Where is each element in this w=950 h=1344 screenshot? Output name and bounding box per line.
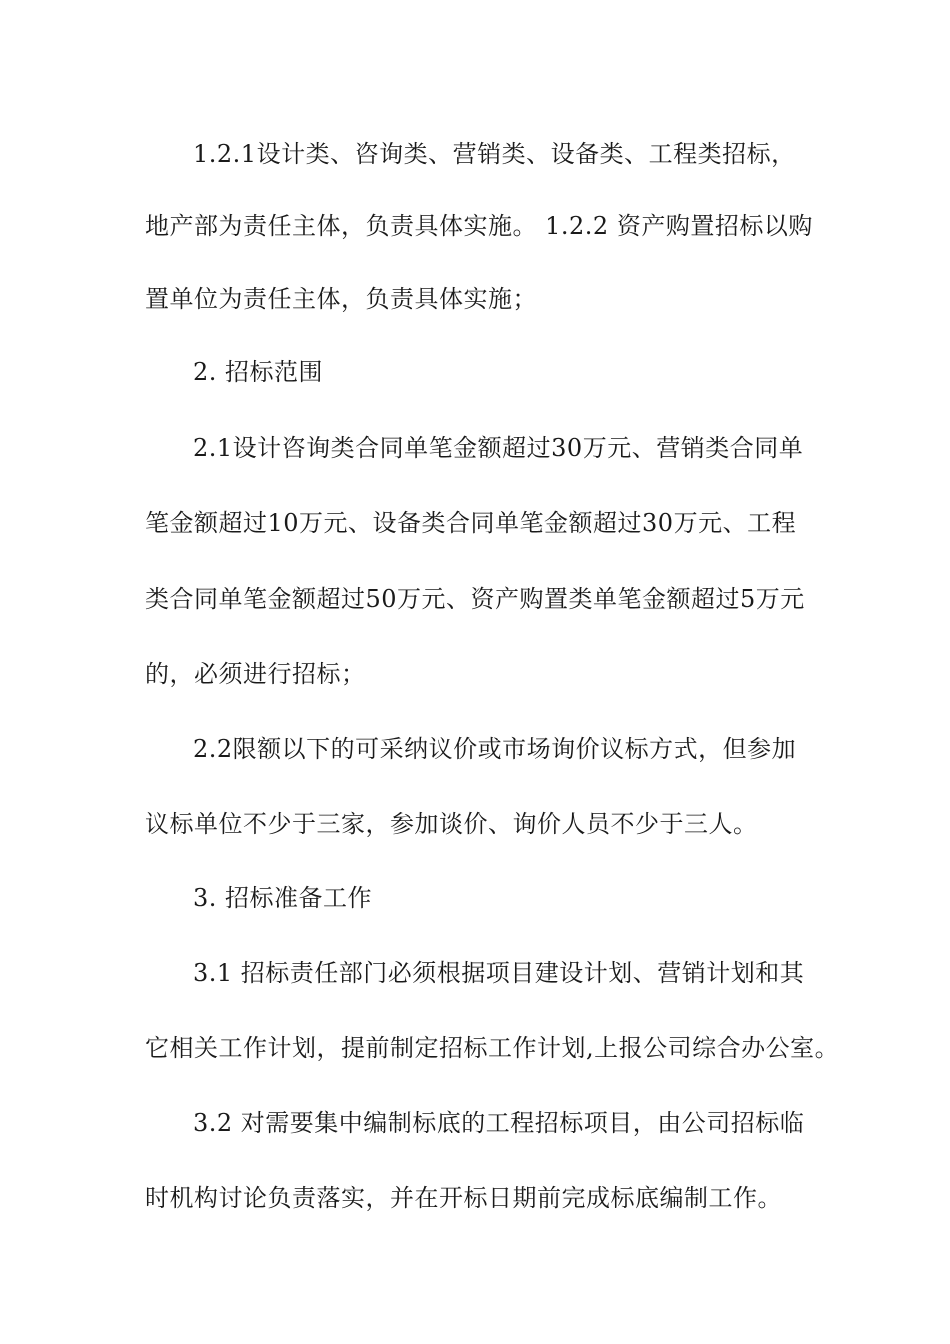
paragraph-2-1-line-3: 类合同单笔金额超过50万元、资产购置类单笔金额超过5万元 <box>145 585 805 613</box>
paragraph-1-2-1-line-2: 地产部为责任主体，负责具体实施。 1.2.2 资产购置招标以购 <box>145 212 813 240</box>
paragraph-1-2-1-line-1: 1.2.1设计类、咨询类、营销类、设备类、工程类招标， <box>193 140 796 168</box>
paragraph-2-1-line-1: 2.1设计咨询类合同单笔金额超过30万元、营销类合同单 <box>193 434 804 462</box>
paragraph-2-1-line-4: 的，必须进行招标； <box>145 660 366 688</box>
section-heading-2: 2. 招标范围 <box>193 358 324 386</box>
paragraph-1-2-2-line-3: 置单位为责任主体，负责具体实施； <box>145 285 537 313</box>
paragraph-3-1-line-1: 3.1 招标责任部门必须根据项目建设计划、营销计划和其 <box>193 959 805 987</box>
paragraph-3-2-line-2: 时机构讨论负责落实，并在开标日期前完成标底编制工作。 <box>145 1184 782 1212</box>
paragraph-2-2-line-2: 议标单位不少于三家，参加谈价、询价人员不少于三人。 <box>145 810 758 838</box>
paragraph-2-1-line-2: 笔金额超过10万元、设备类合同单笔金额超过30万元、工程 <box>145 509 797 537</box>
paragraph-3-2-line-1: 3.2 对需要集中编制标底的工程招标项目，由公司招标临 <box>193 1109 805 1137</box>
section-heading-3: 3. 招标准备工作 <box>193 884 373 912</box>
paragraph-2-2-line-1: 2.2限额以下的可采纳议价或市场询价议标方式，但参加 <box>193 735 797 763</box>
paragraph-3-1-line-2: 它相关工作计划，提前制定招标工作计划,上报公司综合办公室。 <box>145 1034 840 1062</box>
